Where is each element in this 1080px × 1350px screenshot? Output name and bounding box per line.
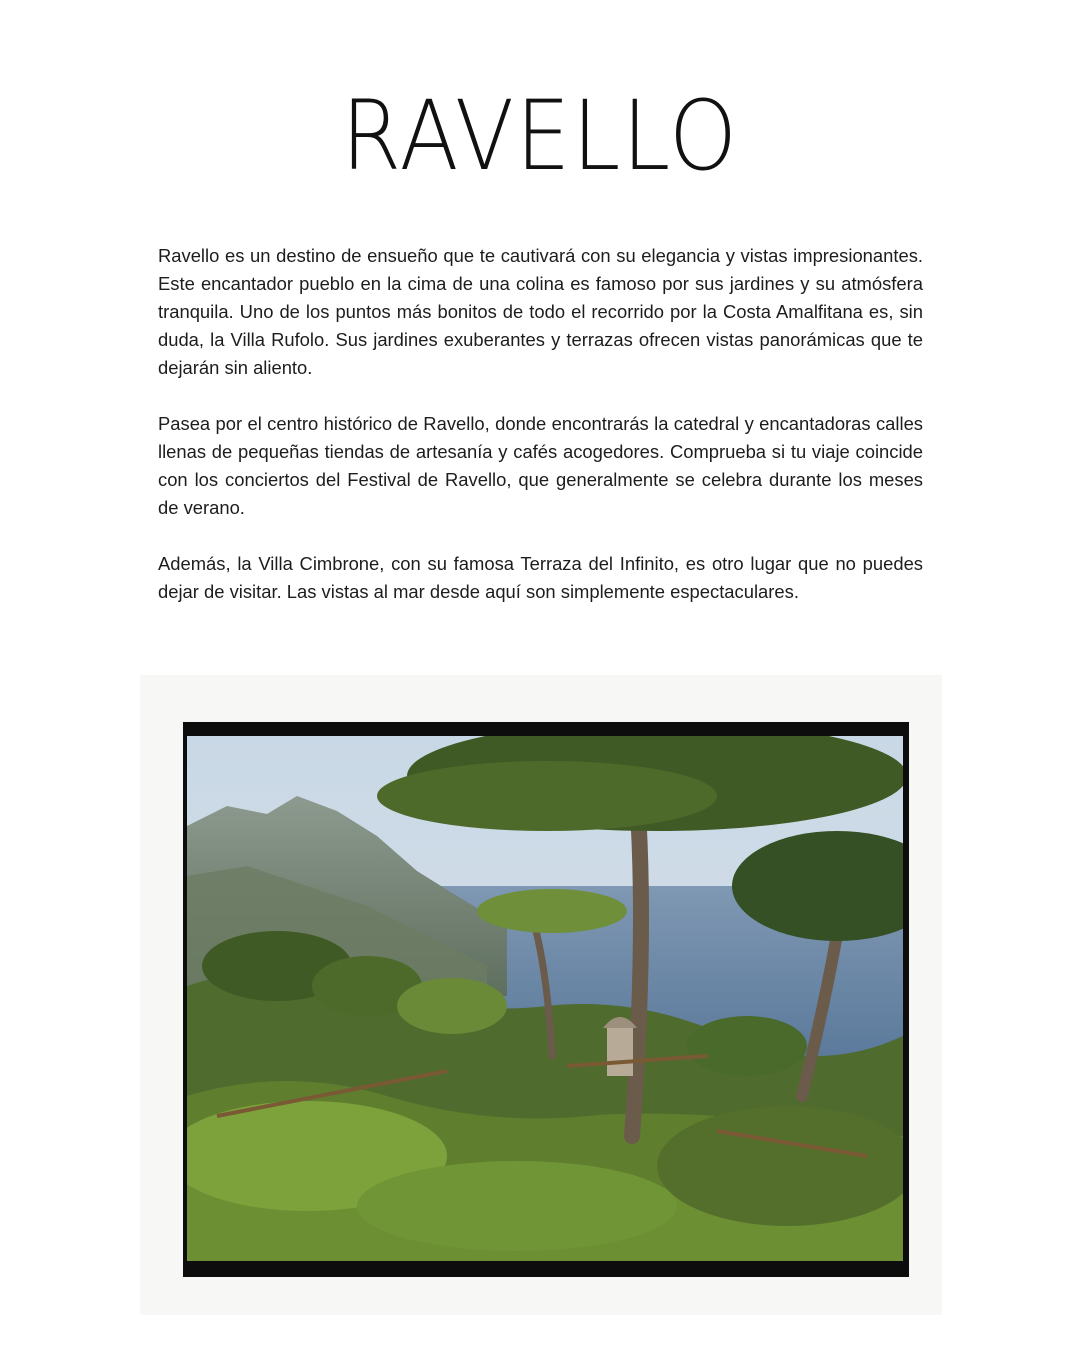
paragraph-intro: Ravello es un destino de ensueño que te cautivará con su elegancia y vistas impresionantes. Este encantador pueblo en la cima de una colina es famoso por sus jardines y su atmósfera tranquila. Uno de los puntos más bonitos de todo el recorrido por la Costa Amalfitana es, sin duda, la Villa Rufolo. Sus jardines exuberantes y terrazas ofrecen vistas panorámicas que te dejarán sin aliento. — [158, 245, 923, 378]
garden-photo — [183, 722, 909, 1277]
paragraph-villa-cimbrone: Además, la Villa Cimbrone, con su famosa Terraza del Infinito, es otro lugar que no puedes dejar de visitar. Las vistas al mar desde aquí son simplemente espectaculares. — [158, 553, 923, 602]
photo-frame — [140, 675, 942, 1315]
garden-landscape-illustration — [187, 736, 903, 1261]
page-title: RAVELLO — [341, 80, 739, 192]
paragraph-historic-center: Pasea por el centro histórico de Ravello, donde encontrarás la catedral y encantadoras calles llenas de pequeñas tiendas de artesanía y cafés acogedores. Comprueba si tu viaje coincide con los conciertos del Festival de Ravello, que generalmente se celebra durante los meses de verano. — [158, 413, 923, 518]
article-body — [158, 242, 923, 634]
